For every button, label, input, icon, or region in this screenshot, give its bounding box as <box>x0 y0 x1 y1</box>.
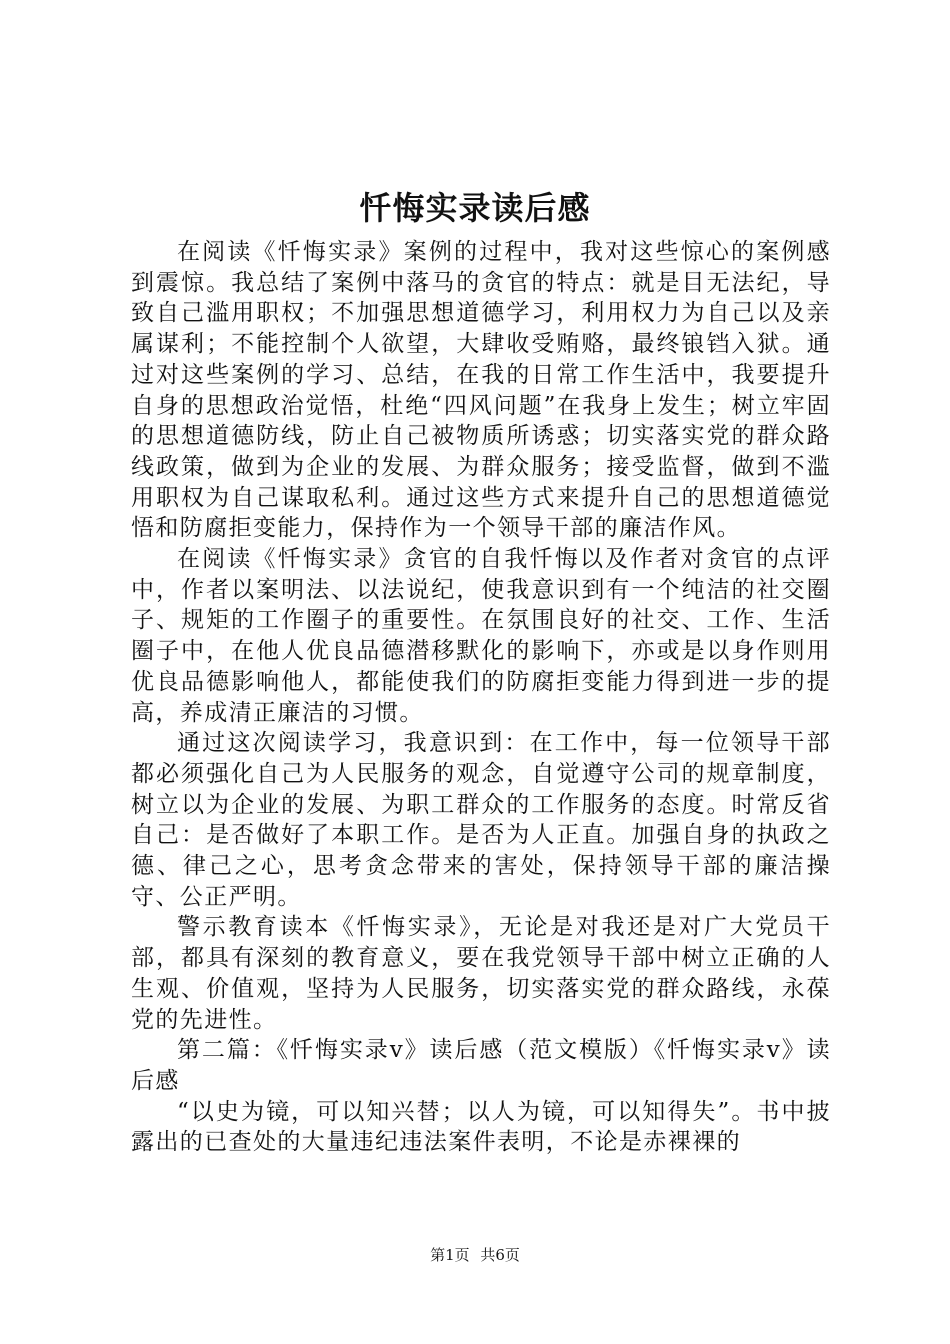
page-footer <box>0 1245 950 1265</box>
section-heading-paragraph: 第二篇：《忏悔实录v》读后感（范文模版）《忏悔实录v》读后感 <box>131 1037 831 1094</box>
paragraph: “以史为镜，可以知兴替；以人为镜，可以知得失”。书中披露出的已查处的大量违纪违法案件表明，不论是赤裸裸的 <box>131 1098 831 1156</box>
paragraph: 通过这次阅读学习，我意识到：在工作中，每一位领导干部都必须强化自己为人民服务的观念，自觉遵守公司的规章制度，树立以为企业的发展、为职工群众的工作服务的态度。时常反省自己：是否做好了本职工作。是否为人正直。加强自身的执政之德、律己之心，思考贪念带来的害处，保持领导干部的廉洁操守、公正严明。 <box>131 730 831 910</box>
paragraph: 在阅读《忏悔实录》贪官的自我忏悔以及作者对贪官的点评中，作者以案明法、以法说纪，使我意识到有一个纯洁的社交圈子、规矩的工作圈子的重要性。在氛围良好的社交、工作、生活圈子中，在他人优良品德潜移默化的影响下，亦或是以身作则用优良品德影响他人，都能使我们的防腐拒变能力得到进一步的提高，养成清正廉洁的习惯。 <box>131 546 831 726</box>
page-number: 第1页 <box>430 1246 470 1264</box>
document-body <box>131 237 831 1158</box>
paragraph: 在阅读《忏悔实录》案例的过程中，我对这些惊心的案例感到震惊。我总结了案例中落马的贪官的特点：就是目无法纪，导致自己滥用职权；不加强思想道德学习，利用权力为自己以及亲属谋利；不能控制个人欲望，大肆收受贿赂，最终锒铛入狱。通过对这些案例的学习、总结，在我的日常工作生活中，我要提升自身的思想政治觉悟，杜绝“四风问题”在我身上发生；树立牢固的思想道德防线，防止自己被物质所诱惑；切实落实党的群众路线政策，做到为企业的发展、为群众服务；接受监督，做到不滥用职权为自己谋取私利。通过这些方式来提升自己的思想道德觉悟和防腐拒变能力，保持作为一个领导干部的廉洁作风。 <box>131 239 831 542</box>
page-total: 共6页 <box>480 1246 520 1264</box>
document-title: 忏悔实录读后感 <box>359 189 591 227</box>
paragraph: 警示教育读本《忏悔实录》，无论是对我还是对广大党员干部，都具有深刻的教育意义，要在我党领导干部中树立正确的人生观、价值观，坚持为人民服务，切实落实党的群众路线，永葆党的先进性。 <box>131 914 831 1033</box>
